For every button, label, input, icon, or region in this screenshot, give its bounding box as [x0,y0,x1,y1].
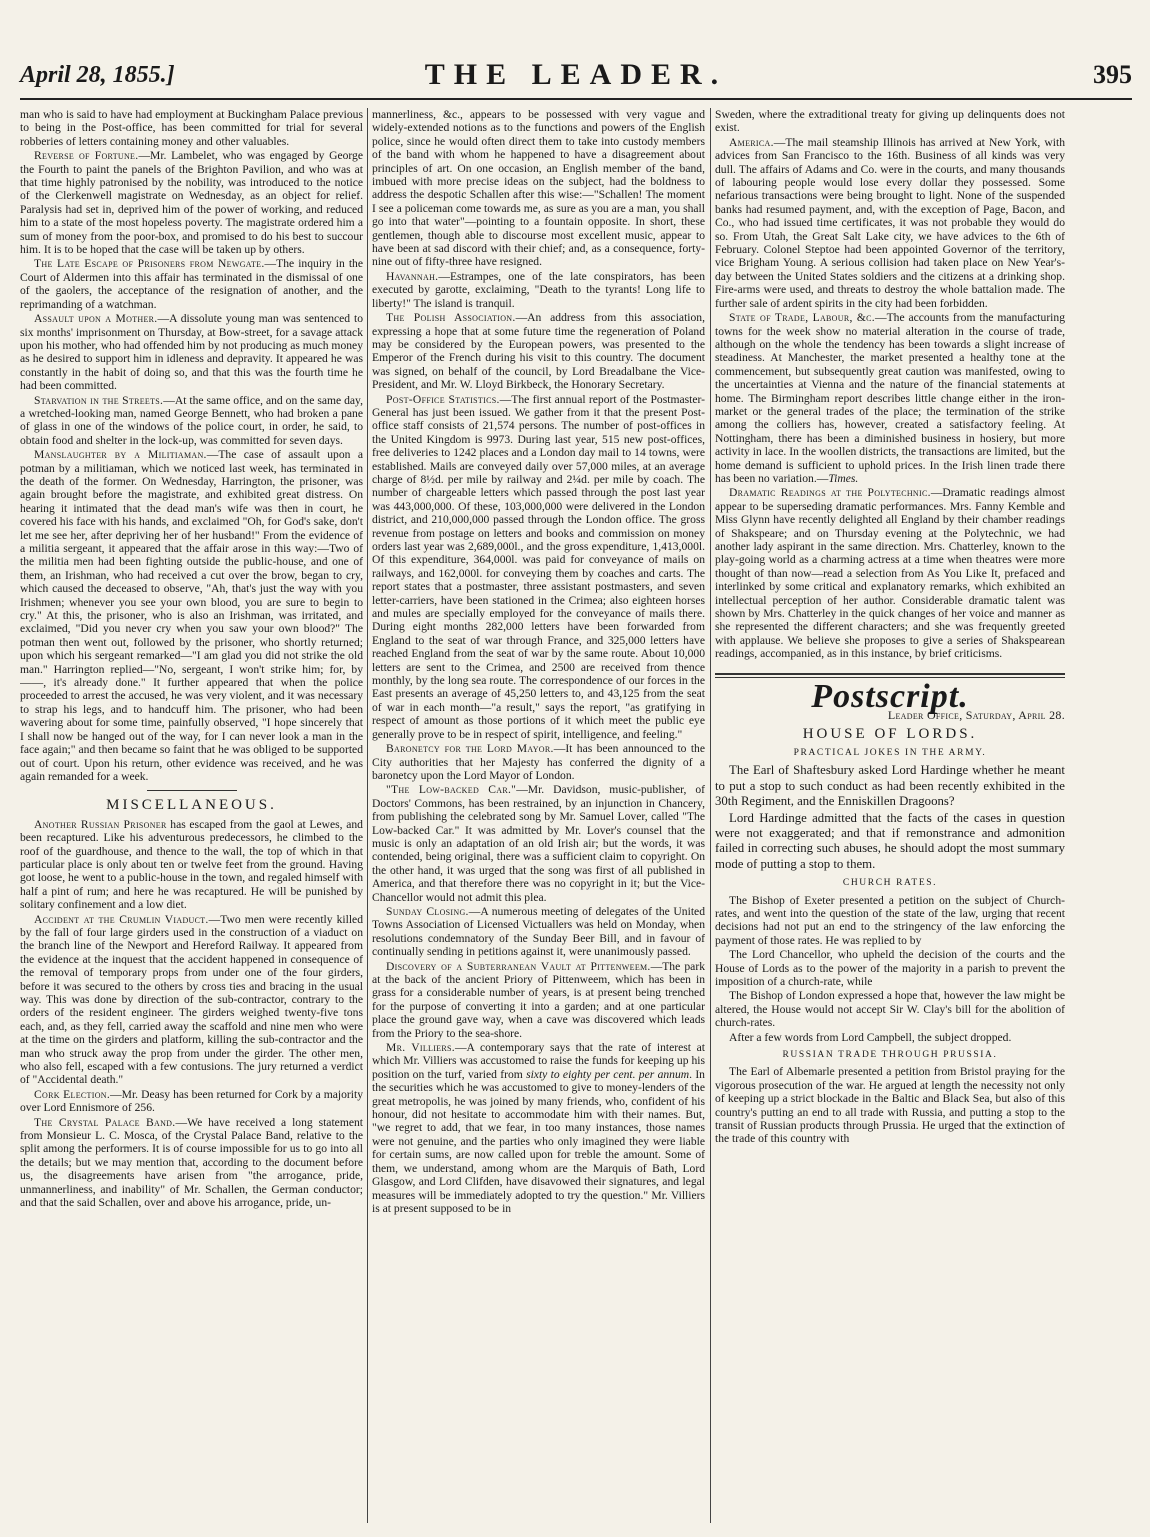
article-body: —It has been announced to the City authorities that her Majesty has conferred the dignity of a baronetcy upon the Lord Mayor of London. [372,742,705,782]
article-body: —Mr. Davidson, music-publisher, of Doctors' Commons, has been restrained, by an injunction in Chancery, from publishing the celebrated song by Mr. Samuel Lover, called "The Low-backed Car." It was admitted by Mr. Lover's counsel that the music is only an adaptation of an old Irish air; but the words, it was contended, being original, there was a sufficient claim to copyright. On the other hand, it was urged that the song was first of all published in America, and that therefore there was no copyright in it; but the Vice-Chancellor would not admit this plea. [372,783,705,904]
article-heading: Sunday Closing. [386,904,469,918]
article-heading: Reverse of Fortune. [34,149,139,163]
article-paragraph [715,136,1065,310]
column-1 [20,108,363,1526]
article-body: —We have received a long statement from Monsieur L. C. Mosca, of the Crystal Palace Band, relative to the split among the performers. It is of course impossible for us to go into all the details; but we may mention that, according to the document before us, the disagreements have arisen from "the arrogance, pride, unmannerliness, and inability" of Mr. Schallen, the German conductor; and that the said Schallen, over and above his arrogance, pride, un- [20,1115,363,1210]
article-heading: Accident at the Crumlin Viaduct. [34,912,209,926]
article-paragraph: The Bishop of Exeter presented a petition on the subject of Church-rates, and went into the question of the state of the law, urging that recent decisions had not put an end to the stringency of the law enforcing the payment of those rates. He was replied to by [715,893,1065,947]
article-heading: Cork Election. [34,1087,111,1101]
column-2 [372,108,705,1526]
article-paragraph: After a few words from Lord Campbell, the subject dropped. [729,1030,1012,1044]
article-paragraph [20,257,363,311]
article-body: —Mr. Deasy has been returned for Cork by a majority over Lord Ennismore of 256. [20,1087,363,1115]
article-paragraph: The Earl of Shaftesbury asked Lord Hardinge whether he meant to put a stop to such conduct as had been recently exhibited in the 30th Regiment, and the Enniskillen Dragoons? [715,763,1065,809]
article-heading: Mr. Villiers. [386,1041,455,1055]
section-divider [147,790,237,791]
article-heading: Discovery of a Subterranean Vault at Pittenweem. [386,959,651,973]
sub-heading: CHURCH RATES. [842,878,938,889]
article-body: —The accounts from the manufacturing towns for the week show no material alteration in the course of trade, although on the whole the tendency has been towards a slight increase of steadiness. At Manchester, the market presented a healthy tone at the commencement, but subsequently great caution was manifested, owing to the uncertainties at Vienna and the nature of the financial statements at home. The Birmingham report describes little change either in the iron-market or the general trades of the place; the termination of the strike among the colliers has, however, created a satisfactory feeling. At Nottingham, there has been a diminished business in hosiery, but more activity in lace. In the woollen districts, the transactions are limited, but the home demand is sufficient to uphold prices. In the Irish linen trade there has been no variation.— [715,311,1065,485]
article-heading: "The Low-backed Car." [386,783,517,797]
section-divider [715,673,1065,675]
article-paragraph [20,1116,363,1210]
article-heading: State of Trade, Labour, &c. [729,311,875,325]
article-paragraph [20,394,363,448]
article-body: —The first annual report of the Postmaster-General has just been issued. We gather from it that the present Post-office staff consists of 21,574 persons. The number of post-offices in the United Kingdom is 9973. During last year, 515 new post-offices, free deliveries to 1242 places and a London day mail to 14 towns, were established. Mails are conveyed daily over 57,000 miles, at an average charge of 8½d. per mile by railway and 2¼d. per mile by coach. The number of chargeable letters which passed through the post last year was 443,000,000. Of these, 103,000,000 were delivered in the London district, and 210,000,000 passed through the London office. The gross revenue from postage on letters and books and commission on money orders last year was 2,689,000l., and the gross expenditure, 1,413,000l. Of this expenditure, 364,000l. was paid for conveyance of mails on railways, and 162,000l. for conveying them by coaches and carts. The report states that a postmaster, three assistant postmasters, and seven letter-carriers, have been stationed in the Crimea; also eighteen horses and mules are specially employed for the conveyance of mails there. During eight months 282,000 letters have been forwarded from England to the seat of war through France, and 325,000 letters have reached England from the seat of war by the same route. About 10,000 letters are sent to the Crimea, and 2500 are received from thence monthly, by the long sea route. The correspondence of our forces in the East presents an average of 45,250 letters to, and 43,125 from the seat of war in each month—"a result," says the report, "as gratifying in respect of amount as those portions of it which meet the public eye generally prove to be in respect of spirit, intelligence, and feeling." [372,392,705,741]
article-heading: The Crystal Palace Band. [34,1115,176,1129]
article-heading: America. [729,135,774,149]
article-body: —The inquiry in the Court of Aldermen into this affair has terminated in the dismissal of one of the gaolers, the acceptance of the resignation of another, and the reprimanding of a watchman. [20,257,363,311]
article-paragraph [20,1088,363,1115]
article-body: —An address from this association, expressing a hope that at some future time the regeneration of Poland may be considered by the European powers, was presented to the Emperor of the French during his visit to this country. The document was signed, on behalf of the council, by Lord Breadalbane the Vice-President, and Mr. W. Lloyd Birkbeck, the Honorary Secretary. [372,311,705,392]
article-body: —Mr. Lambelet, who was engaged by George the Fourth to paint the panels of the Brighton Pavilion, and who was at that time highly patronised by the nobility, was introduced to the notice of the Clerkenwell magistrate on Wednesday, as an object for relief. Paralysis had set in, deprived him of the power of working, and reduced him to a state of the most hopeless poverty. The magistrate ordered him a sum of money from the poor-box, and promised to do his best to succour him. It is to be hoped that the case will be taken up by others. [20,149,363,257]
article-paragraph [20,448,363,783]
column-rule [710,108,711,1523]
article-paragraph: man who is said to have had employment at Buckingham Palace previous to being in the Post-office, has been committed for trial for several robberies of letters containing money and other valuables. [20,108,363,148]
article-paragraph [20,818,363,912]
article-heading: Havannah. [386,269,439,283]
article-body: —At the same office, and on the same day, a wretched-looking man, named George Bennett, who had broken a pane of glass in one of the windows of the police court, in order, he said, to obtain food and shelter in the lock-up, was committed for seven days. [20,393,363,447]
article-paragraph [715,486,1065,660]
article-heading: The Late Escape of Prisoners from Newgate. [34,257,265,271]
article-paragraph [372,783,705,904]
article-paragraph [20,913,363,1087]
article-paragraph: The Earl of Albemarle presented a petition from Bristol praying for the vigorous prosecution of the war. He argued at length the necessity not only of keeping up a strict blockade in the Baltic and Black Sea, but also of this country's putting an end to all trade with Russia, and putting a stop to the transit of Russian products through Prussia. He urged that the extinction of the trade of this country with [715,1065,1065,1146]
sub-heading: RUSSIAN TRADE THROUGH PRUSSIA. [782,1050,998,1060]
article-body: —A contemporary says that the rate of interest at which Mr. Villiers was accustomed to raise the funds for keeping up his position on the turf, varied from [372,1041,705,1081]
article-paragraph: mannerliness, &c., appears to be possessed with very vague and widely-extended notions as to the functions and powers of the English police, since he would often direct them to take into custody members of the band with whom he happened to have a disagreement about principles of art. On one occasion, an English member of the band, imbued with more precise ideas on the subject, had the boldness to address the despotic Schallen after this wise:—"Schallen! The moment I see a policeman come towards me, as sure as you are a man, you shall go into that water"—pointing to a fountain opposite. In short, these gentlemen, though able to discourse most excellent music, appear to have been at sad discord with their chief; and, as a consequence, forty-nine out of fifty-three have resigned. [372,108,705,269]
article-body: —The mail steamship Illinois has arrived at New York, with advices from San Francisco to the 16th. Business of all kinds was very dull. The affairs of Adams and Co. were in the courts, and many thousands of labouring people would lose every dollar they possessed. Some nefarious transactions were being brought to light. None of the suspended banks had resumed payment, and, with the exception of Page, Bacon, and Co., who had issued time certificates, it was not probable they would do so. From Utah, the Great Salt Lake city, we have advices to the 6th of February. Colonel Steptoe had been appointed Governor of the territory, vice Brigham Young. A serious collision had taken place on New Year's-day between the United States soldiers and the citizens at a drinking shop. Fire-arms were used, and threats to destroy the whole battalion made. The further sale of ardent spirits in the city had been forbidden. [715,135,1065,310]
article-paragraph [372,960,705,1040]
issue-date: April 28, 1855.] [20,62,175,88]
article-body: —Estrampes, one of the late conspirators, has been executed by garotte, exclaiming, "Death to the tyrants! Long life to liberty!" The island is tranquil. [372,269,705,310]
article-heading: Starvation in the Streets. [34,393,164,407]
article-heading: Post-Office Statistics. [386,392,500,406]
postscript-title: Postscript. [811,677,969,715]
article-source: Times. [828,471,859,485]
newspaper-title: THE LEADER. [424,58,728,91]
article-paragraph [372,311,705,391]
article-heading: Manslaughter by a Militiaman. [34,448,207,462]
article-body: . In the securities which he was accustomed to give to money-lenders of the great metropolis, he was joined by many friends, who, confident of his honour, did not hesitate to accommodate him with their names. But, "we regret to add, that we fear, in too many instances, those names were not genuine, and the parties who only imagined they were liable for certain sums, are now called upon for treble the amount. Some of them, we understand, among whom are the Marquis of Bath, Lord Glasgow, and Lord Clifden, have disavowed their signatures, and legal measures will be immediately adopted to try the question." Mr. Villiers is at present supposed to be in [372,1067,705,1215]
article-paragraph: The Lord Chancellor, who upheld the decision of the courts and the House of Lords as to the power of the majority in a parish to prevent the imposition of a church-rate, while [715,948,1065,988]
article-heading: Dramatic Readings at the Polytechnic. [729,486,931,500]
sub-heading: PRACTICAL JOKES IN THE ARMY. [793,747,987,758]
article-paragraph: The Bishop of London expressed a hope that, however the law might be altered, the House would not accept Sir W. Clay's bill for the abolition of church-rates. [715,989,1065,1030]
page-number: 395 [1093,60,1132,89]
article-heading: Assault upon a Mother. [34,312,158,326]
article-body: —Two men were recently killed by the fall of four large girders used in the construction of a viaduct on the branch line of the Newport and Hereford Railway. It appeared from the evidence at the inquest that the accident happened in consequence of the removal of temporary props from under one of the four girders, before it was secured to the others by cross ties and bracing in the usual way. This was done by direction of the sub-contractor, contrary to the orders of the resident engineer. The girders weighed twenty-five tons each, and, as they fell, carried away the scaffold and nine men who were at the time on the girders and platform, killing the sub-contractor and the man who struck away the prop from under the girder. The other men, who also fell, escaped with a few contusions. The jury returned a verdict of "Accidental death." [20,912,363,1087]
article-paragraph [20,312,363,392]
article-paragraph [20,149,363,256]
article-body: —Dramatic readings almost appear to be superseding dramatic performances. Mrs. Fanny Kemble and Miss Glynn have recently delighted all England by their chamber readings of Shakspeare; and on Thursday evening at the Polytechnic, we had another lady aspirant in the same direction. Mrs. Chatterley, known to the play-going world as a charming actress at a time when theatres were more thought of than now—read a selection from As You Like It, prefaced and interlinked by some critical and explanatory remarks, which exhibited an intellectual perception of her author. Considerable dramatic talent was shown by Mrs. Chatterley in the quick changes of her voice and manner as she represented the different characters; and she was frequently greeted with applause. We believe she proposes to give a series of Shakspearean readings, accompanied, as in this instance, by brief criticisms. [715,486,1065,661]
article-paragraph [715,311,1065,485]
article-paragraph [372,270,705,310]
article-body: has escaped from the gaol at Lewes, and been recaptured. Like his adventurous predecessors, he climbed to the roof of the guardhouse, and thence to the wall, the top of which in that particular place is only about ten or twelve feet from the ground. Having got loose, he went to a public-house in the town, and regaled himself with half a pint of rum; and here he was recaptured. He will be punished by solitary confinement and a low diet. [20,817,363,912]
article-heading: Another Russian Prisoner [34,817,167,831]
masthead [20,56,1132,100]
article-paragraph [372,905,705,959]
article-heading: The Polish Association. [386,311,516,325]
article-paragraph [372,1041,705,1215]
article-paragraph: Sweden, where the extraditional treaty for giving up delinquents does not exist. [715,108,1065,135]
article-heading: Baronetcy for the Lord Mayor. [386,742,554,756]
article-body: —The park at the back of the ancient Priory of Pittenweem, which has been in grass for a considerable number of years, is at present being trenched for the purpose of converting it into a garden; and at one particular place the ground gave way, when a cave was discovered which leads from the Priory to the sea-shore. [372,959,705,1040]
article-paragraph [372,742,705,782]
article-body: —The case of assault upon a potman by a militiaman, which we noticed last week, has terminated in the death of the former. On Wednesday, Harrington, the prisoner, was again brought before the magistrate, and exhibited great distress. On hearing it intimated that the dead man's wife was then in court, he covered his face with his hands, and exclaimed "Oh, for God's sake, don't let me see her, after depriving her of her husband!" From the evidence of a militia sergeant, it appeared that the affair arose in this way:—Two of the militia men had been fighting outside the public-house, and one of them, an Irishman, who had received a cut over the brow, began to cry, which caused the deceased to observe, "Ah, that's just the way with you Irishmen; whenever you see your own blood, you are sure to begin to cry." At this, the prisoner, who is also an Irishman, was irritated, and exclaimed, "Did you never cry when you saw your own blood?" The potman then went out, followed by the prisoner, who shortly returned; upon which his sergeant remarked—"I am glad you did not strike the old man." Harrington replied—"No, sergeant, I won't strike him; for, by ——, it's already done." It further appeared that when the police proceeded to arrest the accused, he was very violent, and it was necessary to strap his legs, and to handcuff him. The prisoner, who had been wavering about for some time, painfully observed, "I hope sincerely that I shall now be hanged out of the way, for I can never look a man in the face again;" and then became so faint that he was obliged to be supported out of court. Upon his return, other evidence was received, and he was again remanded for a week. [20,448,363,783]
article-body: —A numerous meeting of delegates of the United Towns Association of Licensed Victuallers was held on Monday, when resolutions condemnatory of the Sunday Beer Bill, and in favour of continually sending in petitions against it, were unanimously passed. [372,904,705,959]
section-heading: MISCELLANEOUS. [106,797,277,814]
article-emphasis: sixty to eighty per cent. per annum [526,1067,690,1081]
article-paragraph [372,393,705,742]
dateline: Leader Office, Saturday, April 28. [887,708,1065,723]
article-body: —A dissolute young man was sentenced to six months' imprisonment on Thursday, at Bow-street, for a savage attack upon his mother, who had offended him by not producing as much money as he desired to support him in idleness and depravity. It appeared he was constantly in the habit of doing so, and that this was the fourth time he had been committed. [20,312,363,393]
column-3 [715,108,1065,1526]
column-rule [367,108,368,1523]
section-heading: HOUSE OF LORDS. [802,726,978,743]
article-paragraph: Lord Hardinge admitted that the facts of the cases in question were not exaggerated; and that if remonstrance and admonition failed in correcting such abuses, he should adopt the most summary mode of putting a stop to them. [715,810,1065,871]
postscript-section [715,677,1065,1146]
